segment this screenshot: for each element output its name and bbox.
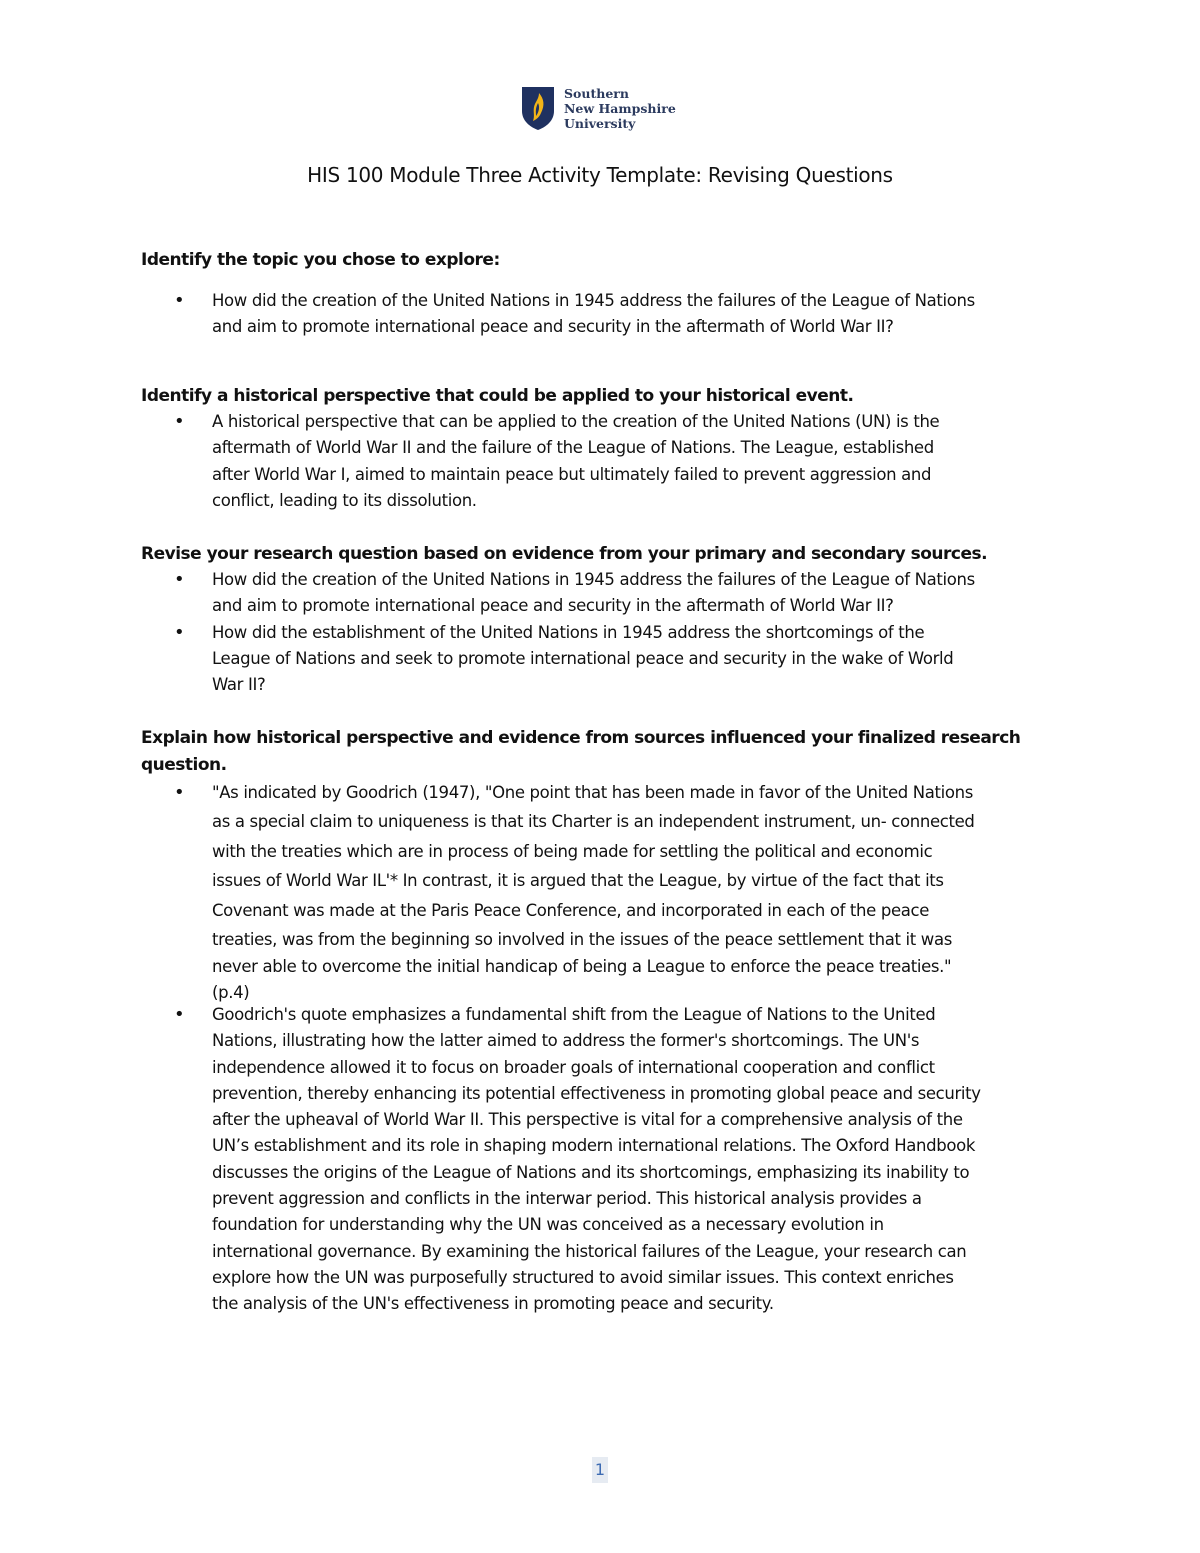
list-item [141, 1002, 1071, 1318]
text-line: explore how the UN was purposefully structured to avoid similar issues. This context enriches [212, 1267, 954, 1287]
text-line: • How did the establishment of the United Nations in 1945 address the shortcomings of the [212, 622, 925, 642]
text-line: • "As indicated by Goodrich (1947), "One point that has been made in favor of the United Nations [212, 783, 974, 802]
citation: (p.4) [212, 983, 250, 1003]
text-line: foundation for understanding why the UN was conceived as a necessary evolution in [212, 1215, 884, 1235]
document-title: HIS 100 Module Three Activity Template: Revising Questions [307, 163, 893, 187]
logo-wordmark [564, 86, 676, 131]
logo-line-1: Southern [564, 85, 629, 101]
text-line: the analysis of the UN's effectiveness in promoting peace and security. [212, 1294, 774, 1314]
university-logo [520, 84, 690, 132]
text-line: and aim to promote international peace and security in the aftermath of World War II? [212, 596, 894, 616]
heading-line: question. [141, 755, 227, 775]
text-line: prevention, thereby enhancing its potential effectiveness in promoting global peace and security [212, 1083, 981, 1103]
logo-line-3: University [564, 115, 636, 131]
perspective-list [141, 409, 1071, 514]
text-line: never able to overcome the initial handicap of being a League to enforce the peace treaties." [212, 957, 952, 977]
text-line: after World War I, aimed to maintain peace but ultimately failed to prevent aggression and [212, 464, 932, 484]
text-line: • How did the creation of the United Nations in 1945 address the failures of the League of Nations [212, 570, 975, 589]
text-line: and aim to promote international peace and security in the aftermath of World War II? [212, 317, 894, 337]
text-line: as a special claim to uniqueness is that its Charter is an independent instrument, un- connected [212, 812, 975, 832]
heading-explain [141, 725, 1020, 779]
text-line: Nations, illustrating how the latter aimed to address the former's shortcomings. The UN's [212, 1031, 920, 1051]
text-line: • How did the creation of the United Nations in 1945 address the failures of the League of Nations [212, 291, 975, 310]
text-line: after the upheaval of World War II. This perspective is vital for a comprehensive analysis of the [212, 1110, 963, 1130]
text-line: issues of World War IL'* In contrast, it is argued that the League, by virtue of the fact that its [212, 871, 944, 891]
text-line: independence allowed it to focus on broader goals of international cooperation and conflict [212, 1057, 935, 1077]
text-line: • Goodrich's quote emphasizes a fundamental shift from the League of Nations to the United [212, 1005, 936, 1024]
list-item [141, 567, 1071, 620]
text-line: with the treaties which are in process of being made for settling the political and economic [212, 841, 933, 861]
text-line: • A historical perspective that can be applied to the creation of the United Nations (UN) is the [212, 412, 940, 431]
text-line: discusses the origins of the League of Nations and its shortcomings, emphasizing its inability to [212, 1162, 970, 1182]
text-line: international governance. By examining the historical failures of the League, your research can [212, 1241, 967, 1261]
revised-questions-list [141, 567, 1071, 698]
heading-revise: Revise your research question based on evidence from your primary and secondary sources. [141, 544, 988, 564]
topic-list [141, 288, 1071, 341]
text-line: treaties, was from the beginning so involved in the issues of the peace settlement that it was [212, 930, 952, 950]
list-item [141, 778, 1071, 1006]
list-item [141, 409, 1071, 514]
page-number: 1 [592, 1457, 608, 1483]
analysis-list [141, 1002, 1071, 1318]
shield-flame-icon [520, 85, 556, 131]
heading-topic: Identify the topic you chose to explore: [141, 250, 500, 270]
text-line: War II? [212, 675, 266, 695]
text-line: League of Nations and seek to promote international peace and security in the wake of World [212, 648, 954, 668]
heading-line: Explain how historical perspective and evidence from sources influenced your finalized research [141, 728, 1021, 748]
text-line: UN’s establishment and its role in shaping modern international relations. The Oxford Handbook [212, 1136, 976, 1156]
list-item [141, 620, 1071, 699]
heading-perspective: Identify a historical perspective that could be applied to your historical event. [141, 386, 854, 406]
text-line: conflict, leading to its dissolution. [212, 490, 477, 510]
list-item [141, 288, 1071, 341]
logo-line-2: New Hampshire [564, 100, 676, 116]
text-line: Covenant was made at the Paris Peace Conference, and incorporated in each of the peace [212, 900, 930, 920]
text-line: prevent aggression and conflicts in the interwar period. This historical analysis provides a [212, 1189, 922, 1209]
quote-list [141, 778, 1071, 1006]
text-line: aftermath of World War II and the failure of the League of Nations. The League, established [212, 438, 934, 458]
